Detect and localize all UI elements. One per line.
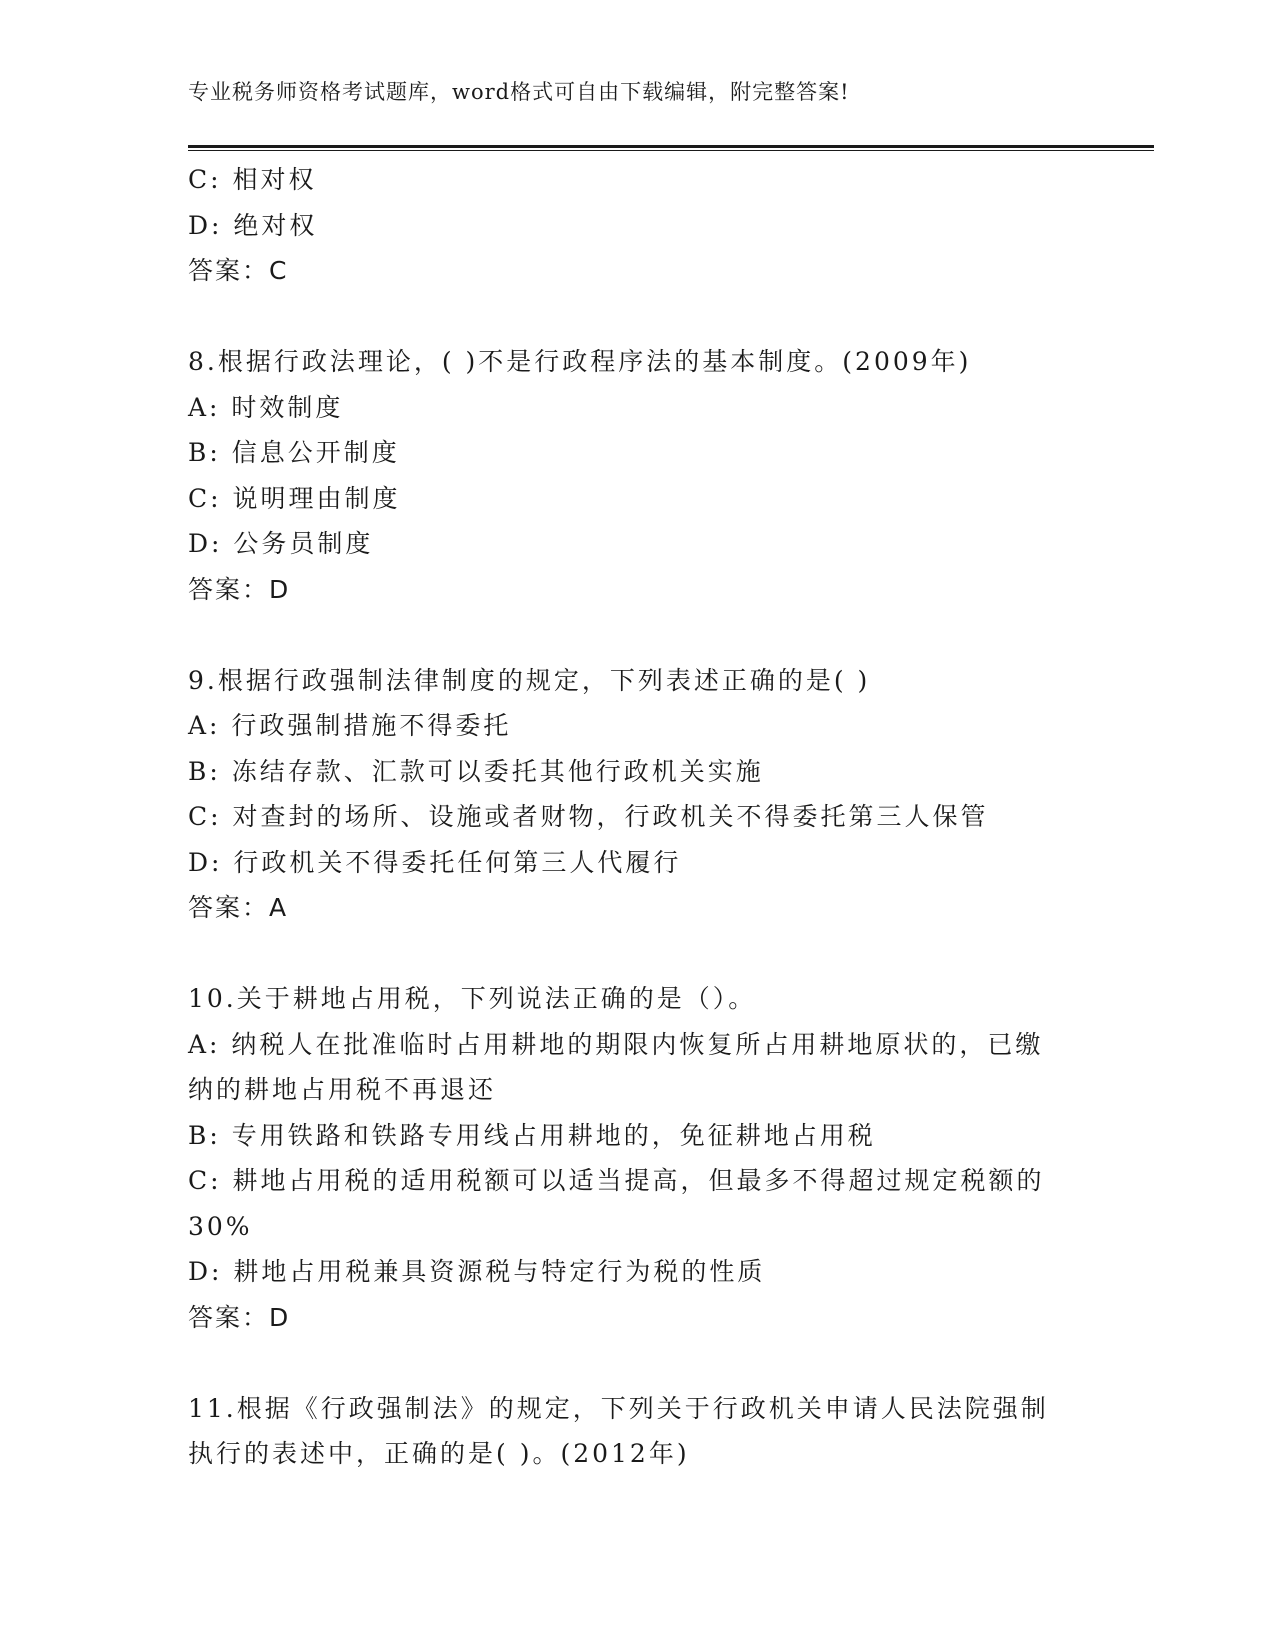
page-header: 专业税务师资格考试题库，word格式可自由下载编辑，附完整答案! — [188, 80, 850, 104]
option-a-continued: 纳的耕地占用税不再退还 — [188, 1075, 497, 1104]
option-c: C: 说明理由制度 — [188, 483, 401, 513]
option-a: A: 时效制度 — [188, 392, 344, 422]
answer: 答案：D — [188, 574, 291, 604]
question-8-stem: 8.根据行政法理论，( )不是行政程序法的基本制度。(2009年) — [188, 347, 972, 376]
option-d: D: 行政机关不得委托任何第三人代履行 — [188, 847, 682, 877]
option-b: B: 专用铁路和铁路专用线占用耕地的，免征耕地占用税 — [188, 1120, 876, 1150]
option-a: A: 纳税人在批准临时占用耕地的期限内恢复所占用耕地原状的，已缴 — [188, 1029, 1044, 1059]
option-b: B: 冻结存款、汇款可以委托其他行政机关实施 — [188, 756, 764, 786]
question-11-stem-continued: 执行的表述中，正确的是( )。(2012年) — [188, 1439, 690, 1468]
answer: 答案：D — [188, 1302, 291, 1332]
question-11-stem: 11.根据《行政强制法》的规定，下列关于行政机关申请人民法院强制 — [188, 1393, 1049, 1423]
header-rule-thick — [188, 145, 1154, 148]
option-d: D: 公务员制度 — [188, 529, 374, 558]
option-a: A: 行政强制措施不得委托 — [188, 711, 512, 740]
answer: 答案：A — [188, 893, 289, 922]
question-9-stem: 9.根据行政强制法律制度的规定，下列表述正确的是( ) — [188, 665, 871, 695]
option-d: D: 耕地占用税兼具资源税与特定行为税的性质 — [188, 1257, 766, 1286]
option-b: B: 信息公开制度 — [188, 438, 400, 467]
question-content — [188, 157, 1078, 1477]
option-d: D: 绝对权 — [188, 210, 318, 240]
option-c: C: 相对权 — [188, 165, 317, 194]
answer: 答案：C — [188, 256, 289, 285]
option-c-continued: 30% — [188, 1211, 253, 1241]
header-rule-thin — [188, 150, 1154, 151]
option-c: C: 耕地占用税的适用税额可以适当提高，但最多不得超过规定税额的 — [188, 1166, 1045, 1195]
question-10-stem: 10.关于耕地占用税，下列说法正确的是（）。 — [188, 984, 757, 1013]
option-c: C: 对查封的场所、设施或者财物，行政机关不得委托第三人保管 — [188, 802, 989, 831]
